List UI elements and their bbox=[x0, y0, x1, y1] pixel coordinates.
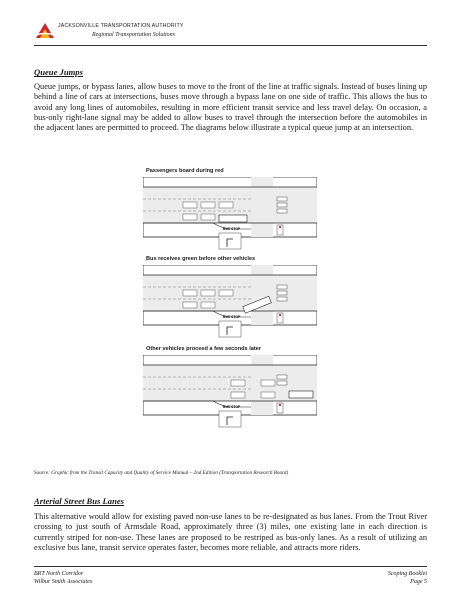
figure-1-bus-stop-label: BUS STOP bbox=[223, 227, 241, 231]
figure-3-diagram bbox=[143, 355, 317, 429]
footer-consultant: Wilbur Smith Associates bbox=[34, 579, 93, 585]
footer-document: Scoping Booklet bbox=[387, 571, 427, 577]
organization-tagline: Regional Transportation Solutions bbox=[92, 32, 176, 38]
footer-rule bbox=[34, 566, 427, 567]
queue-jumps-paragraph: Queue jumps, or bypass lanes, allow buses to move to the front of the line at traffic signals. Instead of buses lining up behind a line of cars at intersections, buses move through a bypass lane on one side of traffic. This allows the bus to avoid any long lines of automobiles, resulting in more efficient transit service and less travel delay. On occasion, a bus-only right-lane signal may be added to allow buses to travel through the intersection before the automobiles in the adjacent lanes are permitted to proceed. The diagrams below illustrate a typical queue jump at an intersection. bbox=[34, 82, 427, 133]
figure-2-bus-stop-label: BUS STOP bbox=[223, 315, 241, 319]
footer-left bbox=[34, 570, 92, 586]
footer-right bbox=[388, 570, 427, 586]
header-rule bbox=[34, 45, 427, 46]
figure-1-diagram bbox=[143, 177, 317, 251]
jta-logo bbox=[34, 20, 56, 42]
footer-page-number: Page 5 bbox=[410, 579, 427, 585]
figure-1-title: Passengers board during red bbox=[146, 168, 224, 174]
organization-name: JACKSONVILLE TRANSPORTATION AUTHORITY bbox=[58, 23, 184, 29]
figure-2-diagram bbox=[143, 265, 317, 339]
footer-project: BRT North Corridor bbox=[34, 571, 84, 577]
section-heading-queue-jumps: Queue Jumps bbox=[34, 67, 83, 77]
figure-2-title: Bus receives green before other vehicles bbox=[146, 256, 256, 262]
section-heading-arterial-bus-lanes: Arterial Street Bus Lanes bbox=[34, 496, 125, 506]
figure-source-note: Source: Graphic from the Transit Capacity and Quality of Service Manual – 2nd Edition (Transportation Research Board) bbox=[34, 470, 289, 476]
arterial-bus-lanes-paragraph: This alternative would allow for existing paved non-use lanes to be re-designated as bus lanes. From the Trout River crossing to just south of Armsdale Road, approximately three (3) miles, one existing lane in each direction is currently striped for non-use. These lanes are proposed to be restriped as bus-only lanes. As a result of utilizing an exclusive bus lane, transit service operates faster, becomes more reliable, and attracts more riders. bbox=[34, 512, 427, 552]
figure-3-title: Other vehicles proceed a few seconds later bbox=[146, 346, 262, 352]
figure-3-bus-stop-label: BUS STOP bbox=[223, 405, 241, 409]
